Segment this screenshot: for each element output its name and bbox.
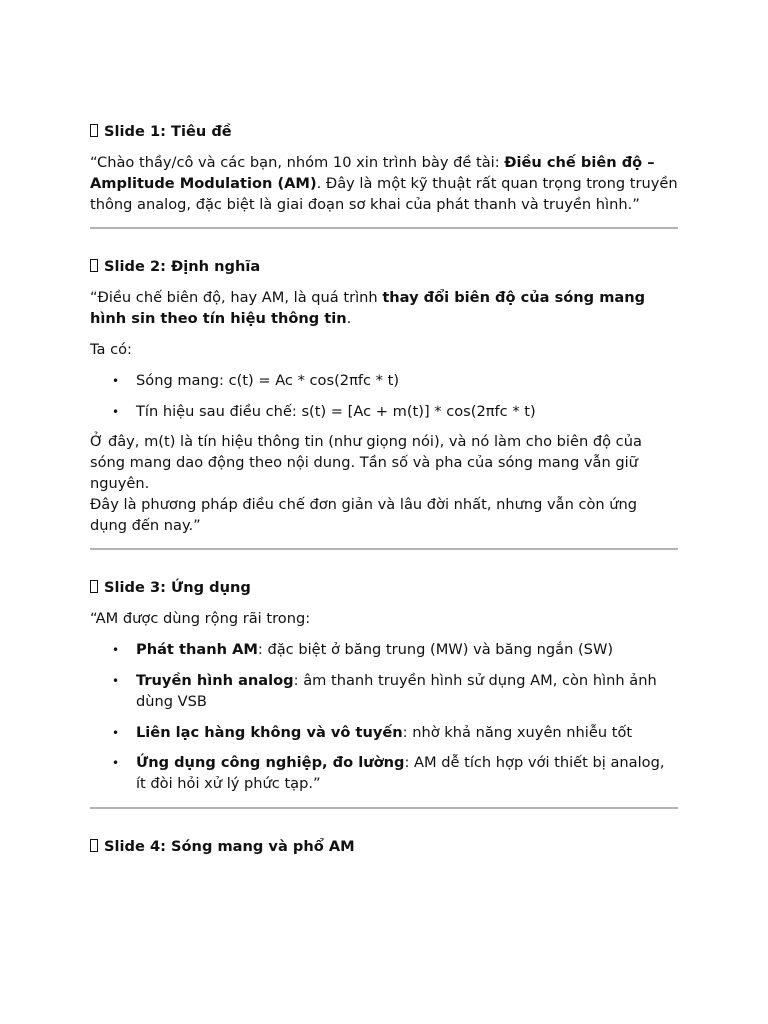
section-divider <box>90 548 678 550</box>
list-item-text: : âm thanh truyền hình sử dụng AM, còn hình ảnh dùng VSB <box>136 671 657 710</box>
missing-glyph-icon <box>90 839 98 852</box>
slide-2-text-c: . <box>346 310 352 328</box>
slide-2-list <box>90 371 678 423</box>
slide-3-title: Slide 3: Ứng dụng <box>104 579 251 597</box>
slide-2-explanation <box>90 432 678 536</box>
slide-4-title: Slide 4: Sóng mang và phổ AM <box>104 837 355 855</box>
slide-1-paragraph <box>90 153 678 215</box>
slide-2-explanation-2: Đây là phương pháp điều chế đơn giản và lâu đời nhất, nhưng vẫn còn ứng dụng đến nay.” <box>90 495 638 534</box>
missing-glyph-icon <box>90 259 98 272</box>
slide-2-intro: Ta có: <box>90 340 132 358</box>
slide-1-text-c: . Đây là một kỹ thuật rất quan trọng trong truyền thông analog, đặc biệt là giai đoạn sơ khai của phát thanh và truyền hình.” <box>90 174 678 213</box>
list-item-bold: Ứng dụng công nghiệp, đo lường <box>136 754 405 772</box>
slide-3-list <box>90 640 678 795</box>
list-item: • Tín hiệu sau điều chế: s(t) = [Ac + m(t)] * cos(2πfc * t) <box>136 402 678 423</box>
slide-3-heading <box>90 578 678 599</box>
list-item <box>136 640 678 661</box>
section-divider <box>90 807 678 809</box>
slide-3-intro: “AM được dùng rộng rãi trong: <box>90 610 311 628</box>
missing-glyph-icon <box>90 124 98 137</box>
list-item-bold: Truyền hình analog <box>136 671 294 689</box>
slide-1-text-a: “Chào thầy/cô và các bạn, nhóm 10 xin trình bày đề tài: <box>90 154 505 171</box>
slide-4-heading <box>90 837 678 858</box>
slide-2-explanation-1: Ở đây, m(t) là tín hiệu thông tin (như giọng nói), và nó làm cho biên độ của sóng mang dao động theo nội dung. Tần số và pha của sóng mang vẫn giữ nguyên. <box>90 433 642 492</box>
list-item <box>136 671 678 713</box>
slide-1-title: Slide 1: Tiêu đề <box>104 123 232 140</box>
slide-2-title: Slide 2: Định nghĩa <box>104 258 261 276</box>
list-item <box>136 753 678 795</box>
list-item <box>136 723 678 744</box>
slide-2-text-a: “Điều chế biên độ, hay AM, là quá trình <box>90 289 383 307</box>
document-page <box>90 122 678 868</box>
list-item-bold: Phát thanh AM <box>136 641 258 659</box>
list-item-text: : nhờ khả năng xuyên nhiễu tốt <box>402 723 633 741</box>
list-item-text: : AM dễ tích hợp với thiết bị analog, ít đòi hỏi xử lý phức tạp.” <box>136 754 665 793</box>
slide-2-paragraph <box>90 288 678 330</box>
section-divider <box>90 227 678 229</box>
list-item-text: : đặc biệt ở băng trung (MW) và băng ngắn (SW) <box>257 641 614 659</box>
slide-1-heading <box>90 122 678 143</box>
list-item-bold: Liên lạc hàng không và vô tuyến <box>136 723 403 741</box>
list-item: • Sóng mang: c(t) = Ac * cos(2πfc * t) <box>136 371 678 392</box>
slide-2-text-bold: thay đổi biên độ của sóng mang hình sin theo tín hiệu thông tin <box>90 289 646 328</box>
slide-1-text-bold: Điều chế biên độ – Amplitude Modulation (AM) <box>90 154 655 192</box>
missing-glyph-icon <box>90 580 98 593</box>
slide-2-heading <box>90 257 678 278</box>
